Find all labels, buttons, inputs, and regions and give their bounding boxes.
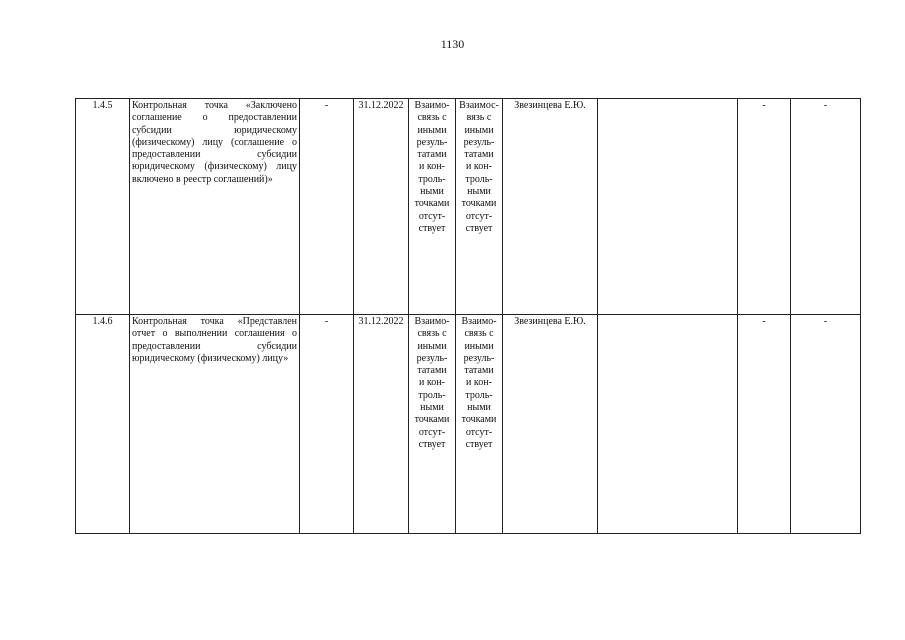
successor-line: отсут- bbox=[465, 210, 493, 222]
predecessor-line: Взаимо- bbox=[414, 100, 450, 111]
predecessor-line: троль- bbox=[418, 389, 446, 401]
predecessor-line: отсут- bbox=[418, 426, 446, 438]
predecessor-line: троль- bbox=[418, 173, 446, 185]
successor-line: ными bbox=[467, 402, 491, 414]
predecessor-line: связь с bbox=[417, 112, 447, 124]
successor-line: иными bbox=[464, 340, 494, 352]
successor-line: отсут- bbox=[465, 426, 493, 438]
document-cell bbox=[598, 315, 738, 534]
successor-line: троль- bbox=[465, 173, 493, 185]
start-date: - bbox=[300, 99, 354, 315]
row-number: 1.4.6 bbox=[76, 315, 130, 534]
responsible-person: Звезинцева Е.Ю. bbox=[503, 99, 598, 315]
successor-line: и кон- bbox=[466, 377, 492, 389]
predecessor-line: резуль- bbox=[416, 136, 448, 148]
predecessor-line: ствует bbox=[418, 222, 446, 234]
successor-relations bbox=[456, 99, 503, 315]
predecessor-relations bbox=[409, 315, 456, 534]
extra-cell-b: - bbox=[791, 315, 861, 534]
successor-line: и кон- bbox=[466, 161, 492, 173]
successor-line: троль- bbox=[465, 389, 493, 401]
successor-line: татами bbox=[464, 365, 494, 377]
responsible-person: Звезинцева Е.Ю. bbox=[503, 315, 598, 534]
predecessor-line: Взаимо- bbox=[414, 316, 450, 327]
extra-cell-b: - bbox=[791, 99, 861, 315]
row-number: 1.4.5 bbox=[76, 99, 130, 315]
control-point-name: Контрольная точка «Представлен отчет о выполнении соглашения о предоставлении субсидии юридическому (физическому) лицу» bbox=[130, 315, 300, 534]
successor-line: точками bbox=[461, 198, 497, 210]
control-points-table bbox=[75, 98, 861, 534]
control-point-name: Контрольная точка «Заключено соглашение о предоставлении субсидии юридическому (физическому) лицу (соглашение о предоставлении субсидии юридическому (физическому) лицу включено в реестр соглашений)» bbox=[130, 99, 300, 315]
successor-line: ствует bbox=[465, 222, 493, 234]
predecessor-line: татами bbox=[417, 149, 447, 161]
predecessor-line: ными bbox=[420, 186, 444, 198]
successor-line: Взаимос- bbox=[459, 100, 499, 111]
page-number: 1130 bbox=[440, 37, 465, 51]
successor-line: иными bbox=[464, 124, 494, 136]
successor-line: резуль- bbox=[463, 136, 495, 148]
document-cell bbox=[598, 99, 738, 315]
predecessor-line: точками bbox=[414, 198, 450, 210]
predecessor-line: отсут- bbox=[418, 210, 446, 222]
successor-line: резуль- bbox=[463, 352, 495, 364]
successor-line: точками bbox=[461, 414, 497, 426]
predecessor-line: точками bbox=[414, 414, 450, 426]
end-date: 31.12.2022 bbox=[354, 99, 409, 315]
successor-line: татами bbox=[464, 149, 494, 161]
predecessor-line: иными bbox=[417, 124, 447, 136]
successor-line: ными bbox=[467, 186, 491, 198]
successor-line: Взаимо- bbox=[461, 316, 497, 327]
predecessor-line: иными bbox=[417, 340, 447, 352]
extra-cell-a: - bbox=[738, 99, 791, 315]
predecessor-line: и кон- bbox=[419, 377, 445, 389]
predecessor-relations bbox=[409, 99, 456, 315]
extra-cell-a: - bbox=[738, 315, 791, 534]
start-date: - bbox=[300, 315, 354, 534]
predecessor-line: и кон- bbox=[419, 161, 445, 173]
predecessor-line: связь с bbox=[417, 328, 447, 340]
successor-line: связь с bbox=[464, 328, 494, 340]
predecessor-line: ствует bbox=[418, 438, 446, 450]
table-row bbox=[76, 99, 861, 315]
successor-line: вязь с bbox=[466, 112, 492, 124]
successor-relations bbox=[456, 315, 503, 534]
predecessor-line: резуль- bbox=[416, 352, 448, 364]
predecessor-line: татами bbox=[417, 365, 447, 377]
end-date: 31.12.2022 bbox=[354, 315, 409, 534]
table-row bbox=[76, 315, 861, 534]
successor-line: ствует bbox=[465, 438, 493, 450]
predecessor-line: ными bbox=[420, 402, 444, 414]
